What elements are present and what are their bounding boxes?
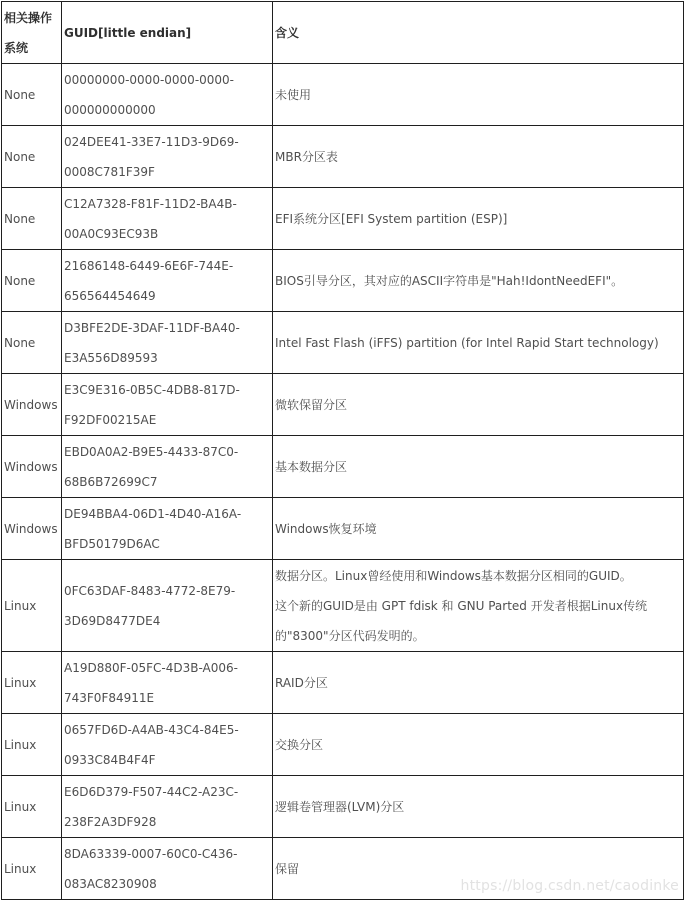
os-cell: None (2, 64, 62, 126)
os-cell: Linux (2, 652, 62, 714)
guid-cell: 0657FD6D-A4AB-43C4-84E5- 0933C84B4F4F (62, 714, 273, 776)
guid-cell: C12A7328-F81F-11D2-BA4B- 00A0C93EC93B (62, 188, 273, 250)
table-row (2, 250, 684, 312)
meaning-cell: BIOS引导分区，其对应的ASCII字符串是"Hah!IdontNeedEFI"。 (273, 250, 684, 312)
os-cell: Windows (2, 498, 62, 560)
guid-cell: DE94BBA4-06D1-4D40-A16A- BFD50179D6AC (62, 498, 273, 560)
meaning-cell: 逻辑卷管理器(LVM)分区 (273, 776, 684, 838)
table-row (2, 374, 684, 436)
table-row (2, 776, 684, 838)
table-row (2, 714, 684, 776)
meaning-cell: 基本数据分区 (273, 436, 684, 498)
os-cell: None (2, 250, 62, 312)
guid-cell: EBD0A0A2-B9E5-4433-87C0- 68B6B72699C7 (62, 436, 273, 498)
meaning-cell: 微软保留分区 (273, 374, 684, 436)
meaning-cell: Windows恢复环境 (273, 498, 684, 560)
table-row (2, 652, 684, 714)
guid-cell: 21686148-6449-6E6F-744E- 656564454649 (62, 250, 273, 312)
table-row (2, 64, 684, 126)
table-row (2, 188, 684, 250)
os-cell: None (2, 188, 62, 250)
meaning-cell: RAID分区 (273, 652, 684, 714)
meaning-cell: Intel Fast Flash (iFFS) partition (for Intel Rapid Start technology) (273, 312, 684, 374)
guid-cell: A19D880F-05FC-4D3B-A006- 743F0F84911E (62, 652, 273, 714)
header-guid: GUID[little endian] (62, 2, 273, 64)
guid-cell: E3C9E316-0B5C-4DB8-817D- F92DF00215AE (62, 374, 273, 436)
guid-cell: E6D6D379-F507-44C2-A23C- 238F2A3DF928 (62, 776, 273, 838)
table-row (2, 436, 684, 498)
os-cell: None (2, 312, 62, 374)
os-cell: Windows (2, 436, 62, 498)
table-row (2, 498, 684, 560)
meaning-cell: 未使用 (273, 64, 684, 126)
guid-cell: D3BFE2DE-3DAF-11DF-BA40- E3A556D89593 (62, 312, 273, 374)
meaning-cell: 交换分区 (273, 714, 684, 776)
table-row (2, 560, 684, 652)
header-os: 相关操作系统 (2, 2, 62, 64)
table-row (2, 126, 684, 188)
meaning-cell: 保留 (273, 838, 684, 900)
meaning-cell: 数据分区。Linux曾经使用和Windows基本数据分区相同的GUID。 这个新的GUID是由 GPT fdisk 和 GNU Parted 开发者根据Linux传统 的"8300"分区代码发明的。 (273, 560, 684, 652)
meaning-cell: EFI系统分区[EFI System partition (ESP)] (273, 188, 684, 250)
os-cell: Windows (2, 374, 62, 436)
guid-cell: 00000000-0000-0000-0000- 000000000000 (62, 64, 273, 126)
os-cell: Linux (2, 714, 62, 776)
guid-cell: 024DEE41-33E7-11D3-9D69- 0008C781F39F (62, 126, 273, 188)
guid-cell: 0FC63DAF-8483-4772-8E79- 3D69D8477DE4 (62, 560, 273, 652)
guid-partition-table (1, 1, 684, 900)
os-cell: Linux (2, 776, 62, 838)
guid-cell: 8DA63339-0007-60C0-C436- 083AC8230908 (62, 838, 273, 900)
header-meaning: 含义 (273, 2, 684, 64)
watermark: https://blog.csdn.net/caodinke (460, 878, 679, 894)
os-cell: Linux (2, 560, 62, 652)
meaning-cell: MBR分区表 (273, 126, 684, 188)
table-row (2, 312, 684, 374)
os-cell: Linux (2, 838, 62, 900)
header-row (2, 2, 684, 64)
os-cell: None (2, 126, 62, 188)
